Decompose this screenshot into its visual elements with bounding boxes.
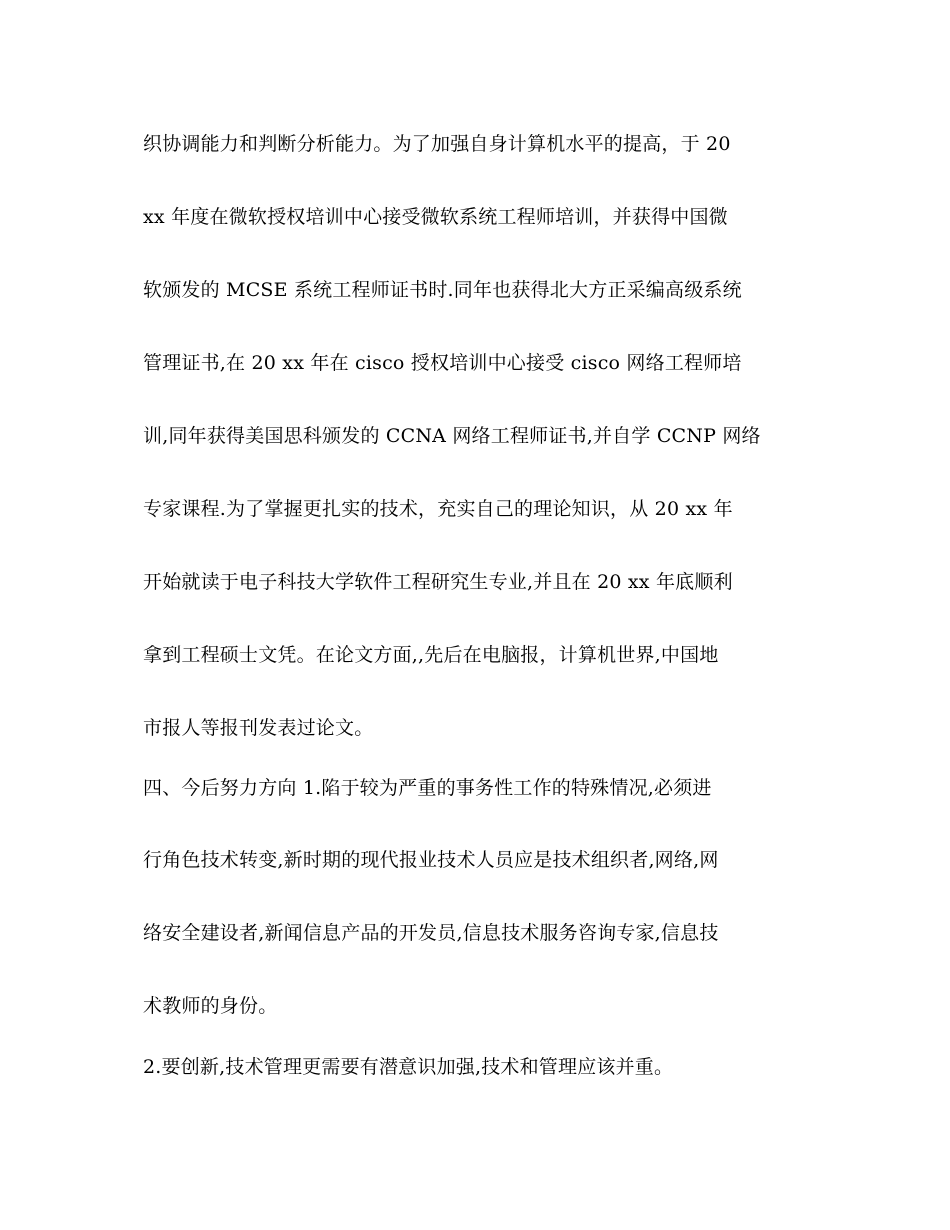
body-text-line: 2.要创新,技术管理更需要有潜意识加强,技术和管理应该并重。 — [143, 1056, 674, 1078]
body-text-line: xx 年度在微软授权培训中心接受微软系统工程师培训，并获得中国微 — [143, 206, 728, 228]
body-text-line: 行角色技术转变,新时期的现代报业技术人员应是技术组织者,网络,网 — [143, 849, 719, 871]
body-text-line: 络安全建设者,新闻信息产品的开发员,信息技术服务咨询专家,信息技 — [143, 922, 719, 944]
body-text-line: 专家课程.为了掌握更扎实的技术，充实自己的理论知识，从 20 xx 年 — [143, 498, 733, 520]
section-heading-line: 四、今后努力方向 1.陷于较为严重的事务性工作的特殊情况,必须进 — [143, 777, 712, 799]
body-text-line: 织协调能力和判断分析能力。为了加强自身计算机水平的提高，于 20 — [143, 133, 731, 155]
body-text-line: 训,同年获得美国思科颁发的 CCNA 网络工程师证书,并自学 CCNP 网络 — [143, 425, 761, 447]
body-text-line: 开始就读于电子科技大学软件工程研究生专业,并且在 20 xx 年底顺利 — [143, 571, 733, 593]
body-text-line: 术教师的身份。 — [143, 995, 278, 1017]
body-text-line: 拿到工程硕士文凭。在论文方面,,先后在电脑报，计算机世界,中国地 — [143, 644, 719, 666]
body-text-line: 市报人等报刊发表过论文。 — [143, 717, 374, 739]
body-text-line: 软颁发的 MCSE 系统工程师证书时.同年也获得北大方正采编高级系统 — [143, 279, 742, 301]
body-text-line: 管理证书,在 20 xx 年在 cisco 授权培训中心接受 cisco 网络工程师培 — [143, 352, 742, 374]
